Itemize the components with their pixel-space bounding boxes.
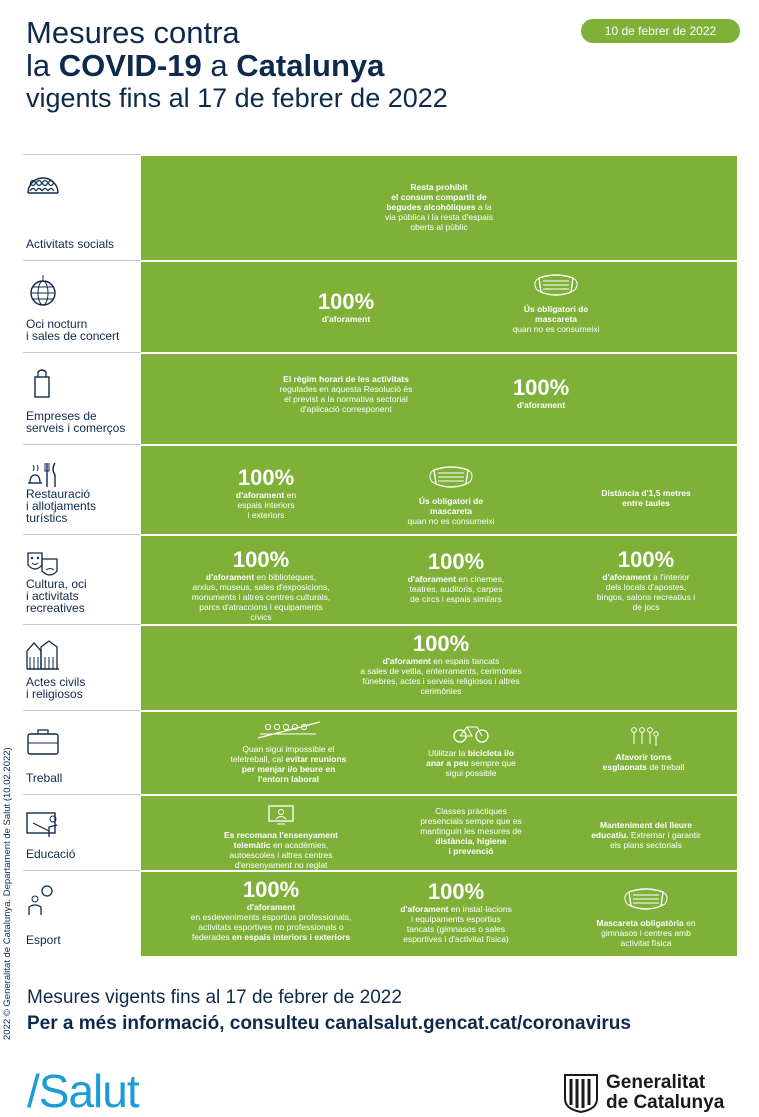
footer-more-info-link[interactable]: Per a més informació, consulteu canalsalut.gencat.cat/coronavirus: [27, 1013, 631, 1034]
row-label-line: i religiosos: [26, 687, 83, 701]
measure-text-line: de jocs: [632, 602, 660, 612]
people-shifts-icon: [561, 724, 726, 750]
measure-text-line: Afavorir torns: [615, 752, 672, 762]
row-category: [23, 624, 141, 710]
measure-cell: [561, 724, 726, 772]
row-measures: [141, 870, 737, 956]
measure-text-line: federades en espais interiors i exteriors: [191, 932, 351, 942]
row-label-line: Oci nocturn: [26, 317, 88, 331]
row-label-line: Cultura, oci: [26, 577, 87, 591]
row-category: [23, 534, 141, 624]
measure-text-line: el previst a la normativa sectorial: [284, 394, 408, 404]
measure-text-line: Mascareta obligatòria en: [596, 918, 696, 928]
measure-row: [23, 870, 737, 956]
capacity-percent: 100%: [512, 375, 570, 400]
shopping-bag-icon: [25, 365, 61, 401]
measure-text-line: monuments i altres centres culturals,: [191, 592, 331, 602]
row-category: [23, 710, 141, 794]
briefcase-icon: [25, 723, 61, 759]
crossed-group-icon: [201, 720, 376, 742]
side-credit: 2022 © Generalitat de Catalunya. Departament de Salut (10.02.2022): [2, 747, 13, 1040]
measure-text-line: mascareta: [534, 314, 578, 324]
capacity-percent: 100%: [412, 631, 470, 656]
row-label-line: Actes civils: [26, 675, 86, 689]
measure-text-line: autoescoles i altres centres: [229, 850, 333, 860]
measure-text-line: sigui possible: [445, 768, 497, 778]
measure-cell: [371, 880, 541, 944]
footer-validity: Mesures vigents fins al 17 de febrer de 2022: [27, 987, 402, 1008]
teacher-board-icon: [25, 807, 61, 843]
measure-cell: [381, 806, 561, 856]
capacity-percent: 100%: [237, 465, 295, 490]
measure-text-line: anar a peu sempre que: [426, 758, 516, 768]
measure-row: [23, 710, 737, 794]
buildings-icon: [25, 637, 61, 673]
title-line1: Mesures contra: [26, 15, 240, 50]
measure-text-line: presencials sempre que es: [420, 816, 522, 826]
measure-text-line: per menjar i/o beure en: [241, 764, 336, 774]
row-label: [26, 488, 96, 524]
measure-text-line: d'ensenyament no reglat: [234, 860, 328, 870]
row-category: [23, 870, 141, 956]
capacity-percent: 100%: [232, 547, 290, 572]
measure-text-line: Resta prohibit: [410, 182, 468, 192]
measure-text-line: d'aforament en instal·lacions: [400, 904, 512, 914]
measure-cell: [161, 548, 361, 622]
measure-text-line: i equipaments esportius: [411, 914, 501, 924]
measure-row: [23, 154, 737, 260]
row-measures: [141, 624, 737, 710]
measure-text-line: d'aplicació corresponent: [300, 404, 392, 414]
row-measures: [141, 352, 737, 444]
measure-cell: [456, 270, 656, 334]
measure-text-line: parcs d'atraccions i equipaments: [199, 602, 323, 612]
row-label-line: Activitats socials: [26, 237, 115, 251]
measure-cell: [141, 182, 737, 232]
measure-cell: [236, 374, 456, 414]
measure-cell: [201, 720, 376, 784]
title-line2: [26, 49, 448, 82]
measure-cell: [361, 462, 541, 526]
measure-text-line: quan no es consumeixi: [407, 516, 495, 526]
gov-line1: Generalitat: [606, 1072, 706, 1093]
row-measures: [141, 260, 737, 352]
row-label: [26, 578, 87, 614]
measure-text-line: espais interiors: [237, 500, 295, 510]
measure-text-line: regulades en aquesta Resolució és: [279, 384, 413, 394]
measure-text-line: distància, higiene: [435, 836, 507, 846]
row-label: [26, 848, 75, 860]
measure-cell: [161, 878, 381, 942]
generalitat-wordmark: [606, 1073, 724, 1113]
measure-cell: [181, 804, 381, 870]
row-label-line: Educació: [26, 847, 76, 861]
measure-text-line: tancats (gimnasos o sales: [406, 924, 506, 934]
row-label-line: serveis i comerços: [26, 421, 126, 435]
measure-cell: [561, 488, 731, 508]
row-label: [26, 318, 119, 342]
measure-row: [23, 352, 737, 444]
measure-cell: [201, 632, 681, 696]
row-measures: [141, 534, 737, 624]
measure-text-line: Utilitzar la bicicleta i/o: [428, 748, 514, 758]
disco-ball-icon: [25, 273, 61, 309]
measure-text-line: begudes alcohòliques a la: [386, 202, 492, 212]
measure-text-line: Manteniment del lleure: [599, 820, 693, 830]
row-label: [26, 238, 114, 250]
measure-text-line: d'aforament en espais tancats: [382, 656, 500, 666]
measure-text-line: Ús obligatori de: [418, 496, 484, 506]
row-category: [23, 794, 141, 870]
row-measures: [141, 710, 737, 794]
measure-text-line: telemàtic en acadèmies,: [233, 840, 329, 850]
measure-text-line: oberts al públic: [410, 222, 468, 232]
measure-text-line: d'aforament: [321, 314, 371, 324]
title-line3: vigents fins al 17 de febrer de 2022: [26, 83, 448, 113]
measure-text-line: esportives i d'activitat física): [403, 934, 509, 944]
measure-text-line: El règim horari de les activitats: [283, 374, 409, 384]
title-a: a: [210, 48, 228, 83]
capacity-percent: 100%: [427, 879, 485, 904]
row-label: [26, 676, 85, 700]
measure-text-line: quan no es consumeixi: [512, 324, 600, 334]
measure-text-line: d'aforament: [246, 902, 296, 912]
measure-text-line: Distància d'1,5 metres: [601, 488, 691, 498]
measure-text-line: dels locals d'apostes,: [605, 582, 687, 592]
sport-player-icon: [25, 883, 61, 919]
measure-row: [23, 624, 737, 710]
measures-table: [23, 154, 737, 956]
capacity-percent: 100%: [427, 549, 485, 574]
measure-cell: [476, 376, 606, 410]
capacity-percent: 100%: [317, 289, 375, 314]
measure-text-line: via pública i la resta d'espais: [385, 212, 493, 222]
row-measures: [141, 444, 737, 534]
measure-text-line: Classes pràctiques: [435, 806, 507, 816]
measure-text-line: activitats esportives no professionals o: [198, 922, 344, 932]
face-mask-icon: [456, 270, 656, 302]
measure-row: [23, 260, 737, 352]
row-label-line: i activitats: [26, 589, 79, 603]
measure-text-line: d'aforament: [516, 400, 566, 410]
measure-text-line: cerimònies: [420, 686, 462, 696]
measure-cell: [181, 466, 351, 520]
measure-cell: [366, 550, 546, 604]
row-label-line: recreatives: [26, 601, 85, 615]
row-category: [23, 352, 141, 444]
row-label-line: turístics: [26, 511, 68, 525]
row-label-line: Empreses de: [26, 409, 97, 423]
title-catalunya: Catalunya: [236, 48, 385, 83]
row-label: [26, 410, 125, 434]
row-label: [26, 772, 62, 784]
measure-text-line: el consum compartit de: [391, 192, 487, 202]
measure-text-line: educatiu. Extremar i garantir: [591, 830, 701, 840]
row-measures: [141, 794, 737, 870]
row-label-line: Esport: [26, 933, 61, 947]
measure-text-line: fúnebres, actes i serveis religiosos i altres: [362, 676, 520, 686]
measure-text-line: a sales de vetlla, enterraments, cerimònies: [360, 666, 522, 676]
date-badge: 10 de febrer de 2022: [581, 19, 740, 43]
group-people-icon: [25, 167, 61, 203]
measure-cell: [246, 290, 446, 324]
row-label-line: i sales de concert: [26, 329, 120, 343]
measure-text-line: cívics: [250, 612, 272, 622]
page-title: [26, 16, 448, 115]
row-label: [26, 934, 61, 946]
measure-text-line: mantinguin les mesures de: [420, 826, 522, 836]
measure-text-line: d'aforament en cinemes,: [407, 574, 505, 584]
measure-text-line: esglaonats de treball: [602, 762, 685, 772]
measure-cell: [561, 820, 731, 850]
measure-text-line: mascareta: [429, 506, 473, 516]
measure-text-line: gimnasos i centres amb: [601, 928, 691, 938]
measure-text-line: Quan sigui impossible el: [242, 744, 335, 754]
row-label-line: Restauració: [26, 487, 91, 501]
measure-text-line: i prevenció: [448, 846, 494, 856]
generalitat-shield-icon: [563, 1073, 599, 1113]
title-la: la: [26, 48, 51, 83]
measure-text-line: bingos, salons recreatius i: [596, 592, 696, 602]
row-label-line: i allotjaments: [26, 499, 97, 513]
measure-text-line: i exteriors: [247, 510, 285, 520]
capacity-percent: 100%: [617, 547, 675, 572]
measure-text-line: d'aforament en: [235, 490, 297, 500]
measure-text-line: teatres, auditoris, carpes: [409, 584, 503, 594]
measure-text-line: l'entorn laboral: [257, 774, 320, 784]
measure-row: [23, 444, 737, 534]
measure-row: [23, 534, 737, 624]
face-mask-icon: [361, 462, 541, 494]
measure-text-line: entre taules: [622, 498, 670, 508]
row-category: [23, 154, 141, 260]
row-measures: [141, 154, 737, 260]
gov-line2: de Catalunya: [606, 1092, 725, 1113]
measure-text-line: Es recomana l'ensenyament: [224, 830, 338, 840]
measure-cell: [561, 884, 731, 948]
title-covid: COVID-19: [58, 48, 202, 83]
measure-text-line: d'aforament en biblioteques,: [205, 572, 317, 582]
row-category: [23, 260, 141, 352]
capacity-percent: 100%: [242, 877, 300, 902]
bicycle-icon: [386, 722, 556, 746]
salut-logo: /Salut: [27, 1065, 139, 1117]
measure-cell: [386, 722, 556, 778]
measure-text-line: activitat física: [620, 938, 672, 948]
face-mask-icon: [561, 884, 731, 916]
measure-text-line: Ús obligatori de: [523, 304, 589, 314]
measure-text-line: de circs i espais similars: [410, 594, 502, 604]
monitor-icon: [181, 804, 381, 828]
measure-text-line: d'aforament a l'interior: [602, 572, 690, 582]
measure-text-line: teletreball, cal evitar reunions: [230, 754, 347, 764]
measure-text-line: en esdeveniments esportius professionals,: [190, 912, 352, 922]
measure-text-line: els plans sectorials: [610, 840, 682, 850]
measure-cell: [556, 548, 736, 612]
measure-text-line: arxius, museus, sales d'exposicions,: [192, 582, 330, 592]
row-label-line: Treball: [26, 771, 63, 785]
measure-row: [23, 794, 737, 870]
row-category: [23, 444, 141, 534]
